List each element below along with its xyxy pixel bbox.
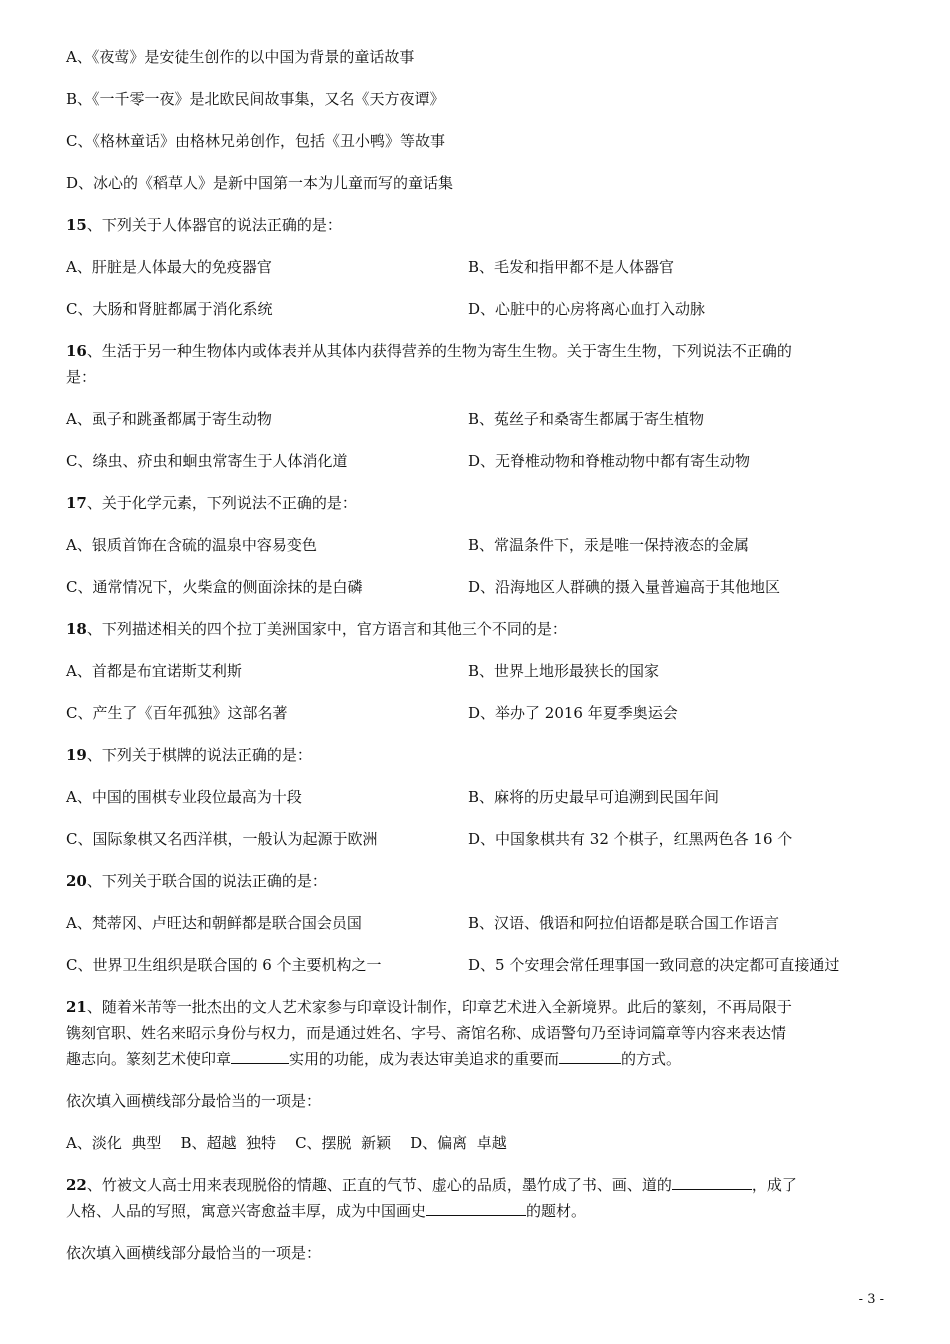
- q16-option-a: A、虱子和跳蚤都属于寄生动物: [66, 410, 272, 428]
- question-text: 、生活于另一种生物体内或体表并从其体内获得营养的生物为寄生生物。关于寄生生物，下列说法不正确的: [86, 342, 792, 360]
- page-number: - 3 -: [858, 1292, 884, 1307]
- prev-option-c: C、《格林童话》由格林兄弟创作，包括《丑小鸭》等故事: [66, 132, 445, 150]
- q18-option-d: D、举办了 2016 年夏季奥运会: [468, 704, 678, 722]
- q19-option-c: C、国际象棋又名西洋棋，一般认为起源于欧洲: [66, 830, 378, 848]
- question-number: 19: [66, 746, 87, 764]
- q15-option-d: D、心脏中的心房将离心血打入动脉: [468, 300, 706, 318]
- question-22-line-2: [66, 1201, 586, 1221]
- question-number: 18: [66, 620, 87, 638]
- q17-option-a: A、银质首饰在含硫的温泉中容易变色: [66, 536, 317, 554]
- text-segment: ，成了: [751, 1176, 797, 1194]
- question-number: 20: [66, 872, 87, 890]
- q18-option-c: C、产生了《百年孤独》这部名著: [66, 704, 288, 722]
- q15-option-c: C、大肠和肾脏都属于消化系统: [66, 300, 273, 318]
- q19-option-a: A、中国的围棋专业段位最高为十段: [66, 788, 302, 806]
- q17-option-b: B、常温条件下，汞是唯一保持液态的金属: [468, 536, 750, 554]
- question-22: [66, 1175, 797, 1195]
- question-number: 22: [66, 1176, 87, 1194]
- prev-option-a: A、《夜莺》是安徒生创作的以中国为背景的童话故事: [66, 48, 415, 66]
- question-16: [66, 341, 792, 361]
- prev-option-d: D、冰心的《稻草人》是新中国第一本为儿童而写的童话集: [66, 174, 454, 192]
- question-text: 、下列描述相关的四个拉丁美洲国家中，官方语言和其他三个不同的是：: [86, 620, 567, 638]
- text-segment: 的题材。: [526, 1202, 587, 1220]
- question-number: 16: [66, 342, 87, 360]
- q16-option-b: B、菟丝子和桑寄生都属于寄生植物: [468, 410, 705, 428]
- question-text: 、下列关于人体器官的说法正确的是：: [86, 216, 342, 234]
- q16-option-c: C、绦虫、疥虫和蛔虫常寄生于人体消化道: [66, 452, 348, 470]
- q19-option-b: B、麻将的历史最早可追溯到民国年间: [468, 788, 720, 806]
- question-21-options: A、淡化 典型 B、超越 独特 C、摆脱 新颖 D、偏离 卓越: [66, 1134, 507, 1152]
- fill-blank: [559, 1049, 621, 1064]
- q16-option-d: D、无脊椎动物和脊椎动物中都有寄生动物: [468, 452, 751, 470]
- question-number: 15: [66, 216, 87, 234]
- question-21: [66, 997, 792, 1017]
- question-text: 、竹被文人高士用来表现脱俗的情趣、正直的气节、虚心的品质，墨竹成了书、画、道的: [86, 1176, 672, 1194]
- question-number: 21: [66, 998, 87, 1016]
- q20-option-b: B、汉语、俄语和阿拉伯语都是联合国工作语言: [468, 914, 780, 932]
- question-21-line-3: [66, 1049, 681, 1069]
- question-text: 、关于化学元素，下列说法不正确的是：: [86, 494, 357, 512]
- question-21-line-2: 镌刻官职、姓名来昭示身份与权力，而是通过姓名、字号、斋馆名称、成语警句乃至诗词篇章等内容来表达情: [66, 1024, 787, 1042]
- q17-option-d: D、沿海地区人群碘的摄入量普遍高于其他地区: [468, 578, 781, 596]
- question-text: 、下列关于联合国的说法正确的是：: [86, 872, 327, 890]
- q20-option-c: C、世界卫生组织是联合国的 6 个主要机构之一: [66, 956, 382, 974]
- question-19: [66, 745, 312, 765]
- question-17: [66, 493, 357, 513]
- question-21-prompt: 依次填入画横线部分最恰当的一项是：: [66, 1092, 322, 1110]
- text-segment: 的方式。: [621, 1050, 682, 1068]
- prev-option-b: B、《一千零一夜》是北欧民间故事集，又名《天方夜谭》: [66, 90, 445, 108]
- q20-option-d: D、5 个安理会常任理事国一致同意的决定都可直接通过: [468, 956, 840, 974]
- text-segment: 趣志向。篆刻艺术使印章: [66, 1050, 232, 1068]
- fill-blank: [672, 1175, 752, 1190]
- fill-blank: [231, 1049, 289, 1064]
- q15-option-b: B、毛发和指甲都不是人体器官: [468, 258, 675, 276]
- question-number: 17: [66, 494, 87, 512]
- q20-option-a: A、梵蒂冈、卢旺达和朝鲜都是联合国会员国: [66, 914, 362, 932]
- question-22-prompt: 依次填入画横线部分最恰当的一项是：: [66, 1244, 322, 1262]
- q15-option-a: A、肝脏是人体最大的免疫器官: [66, 258, 272, 276]
- question-text: 、下列关于棋牌的说法正确的是：: [86, 746, 312, 764]
- question-16-cont: 是：: [66, 368, 97, 386]
- text-segment: 实用的功能，成为表达审美追求的重要而: [289, 1050, 560, 1068]
- q18-option-b: B、世界上地形最狭长的国家: [468, 662, 660, 680]
- question-18: [66, 619, 567, 639]
- question-text: 、随着米芾等一批杰出的文人艺术家参与印章设计制作，印章艺术进入全新境界。此后的篆刻，不再局限于: [86, 998, 792, 1016]
- fill-blank: [426, 1201, 526, 1216]
- q19-option-d: D、中国象棋共有 32 个棋子，红黑两色各 16 个: [468, 830, 793, 848]
- text-segment: 人格、人品的写照，寓意兴寄愈益丰厚，成为中国画史: [66, 1202, 427, 1220]
- q18-option-a: A、首都是布宜诺斯艾利斯: [66, 662, 242, 680]
- q17-option-c: C、通常情况下，火柴盒的侧面涂抹的是白磷: [66, 578, 363, 596]
- question-20: [66, 871, 327, 891]
- question-15: [66, 215, 342, 235]
